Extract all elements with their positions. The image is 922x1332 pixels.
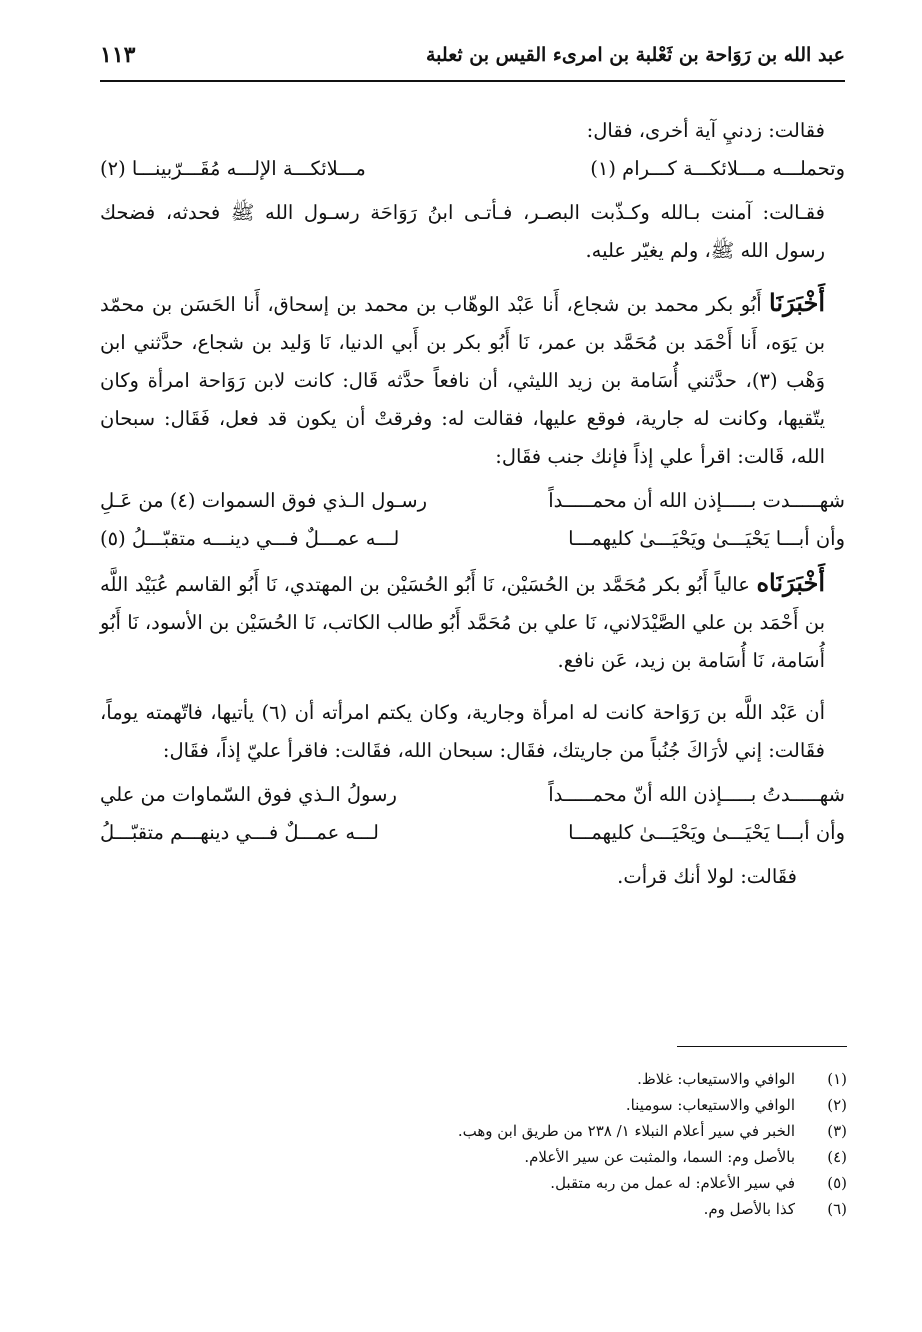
verse-line bbox=[100, 482, 845, 520]
paragraph: فقَالت: لولا أنك قرأت. bbox=[617, 865, 797, 888]
verse-hemistich-right: وأن أبـــا يَحْيَـــىٰ ويَحْيَـــىٰ كليهمـــا bbox=[568, 821, 845, 844]
page-number: ١١٣ bbox=[100, 42, 136, 68]
verse-hemistich-right: وتحملـــه مـــلائكـــة كـــرام (١) bbox=[590, 157, 845, 180]
verse-line bbox=[100, 150, 845, 188]
header-rule bbox=[100, 80, 845, 82]
footnote-number: (٣) bbox=[827, 1122, 847, 1140]
footnote bbox=[147, 1170, 847, 1196]
page-header bbox=[100, 40, 845, 80]
footnote bbox=[147, 1092, 847, 1118]
paragraph: فقالت: زدنيِ آية أخرى، فقال: bbox=[586, 119, 825, 142]
footnote-number: (٤) bbox=[827, 1148, 847, 1166]
paragraph-text: عالياً أَبُو بكر مُحَمَّد بن الحُسَيْن، نَا أَبُو الحُسَيْن بن المهتدي، نَا أَبُو القاسم عُبَيْد اللَّه بن أَحْمَد بن علي الصَّيْدَلاني، نَا علي بن مُحَمَّد أَبُو طالب الكاتب، نَا الحُسَيْن بن الأسود، نَا أَبُو أُسَامة، نَا أُسَامة بن زيد، عَن نافع. bbox=[100, 573, 825, 672]
paragraph-lead-word: أَخْبَرَنَا bbox=[769, 288, 825, 317]
footnote-text: بالأصل وم: السما، والمثبت عن سير الأعلام. bbox=[524, 1148, 795, 1166]
verse-hemistich-left: رسـول الـذي فوق السموات (٤) من عَـلِ bbox=[100, 489, 427, 512]
footnote-text: الخبر في سير أعلام النبلاء ١/ ٢٣٨ من طريق ابن وهب. bbox=[457, 1122, 795, 1140]
verse-hemistich-left: مـــلائكـــة الإلـــه مُقَـــرّبينـــا (٢) bbox=[100, 157, 366, 180]
running-title: عبد الله بن رَوَاحة بن ثَعْلبة بن امرىء القيس بن ثعلبة bbox=[425, 44, 845, 66]
verse-hemistich-right: شهـــــدتُ بـــــإذن الله أنّ محمـــــداً bbox=[548, 783, 845, 806]
footnote-text: الوافي والاستيعاب: سومينا. bbox=[625, 1096, 795, 1114]
verse-hemistich-left: لـــه عمـــلٌ فـــي دينهـــم متقبّـــلُ bbox=[100, 821, 379, 844]
footnote bbox=[147, 1196, 847, 1222]
verse-hemistich-left: لـــه عمـــلٌ فـــي دينـــه متقبّـــلُ (٥) bbox=[100, 527, 400, 550]
footnote-number: (٢) bbox=[827, 1096, 847, 1114]
paragraph: فقـالت: آمنت بـالله وكـذّبت البصـر، فـأتـى ابنُ رَوَاحَة رسـول الله ﷺ فحدثه، فضحك رسول الله ﷺ، ولم يغيّر عليه. bbox=[100, 201, 825, 262]
footnotes bbox=[147, 1066, 847, 1222]
footnote-number: (٥) bbox=[827, 1174, 847, 1192]
footnote-rule bbox=[677, 1046, 847, 1047]
footnote-number: (٦) bbox=[827, 1200, 847, 1218]
footnote bbox=[147, 1144, 847, 1170]
verse-hemistich-right: شهـــــدت بـــــإذن الله أن محمـــــداً bbox=[548, 489, 845, 512]
paragraph: أن عَبْد اللَّه بن رَوَاحة كانت له امرأة وجارية، وكان يكتم امرأته أن (٦) يأتيها، فاتّهمته يوماً، فقَالت: إني لأرَاكَ جُنُباً من جاريتك، فقَال: سبحان الله، فقَالت: فاقرأ عليّ إذاً، فقَال: bbox=[100, 701, 825, 762]
footnote-text: في سير الأعلام: له عمل من ربه متقبل. bbox=[550, 1174, 795, 1192]
paragraph bbox=[100, 284, 845, 476]
verse-line bbox=[100, 776, 845, 814]
footnote-text: الوافي والاستيعاب: غلاظ. bbox=[637, 1070, 795, 1088]
paragraph-lead-word: أَخْبَرَنَاه bbox=[756, 568, 825, 597]
footnote-number: (١) bbox=[827, 1070, 847, 1088]
main-text bbox=[100, 112, 845, 896]
paragraph-text: أَبُو بكر محمد بن شجاع، أَنا عَبْد الوهّاب بن محمد بن إسحاق، أَنا الحَسَن بن محمّد بن يَوَه، أَنا أَحْمَد بن مُحَمَّد بن عمر، نَا أَبُو بكر بن أَبي الدنيا، نَا وَليد بن شجاع، حدَّثني ابن وَهْب (٣)، حدَّثني أُسَامة بن زيد الليثي، أن نافعاً حدَّثه قَال: كانت لابن رَوَاحة امرأة وكان يتّقيها، وكانت له جارية، فوقع عليها، فقالت له: وفرقتْ أن يكون قد فعل، فَقَال: سبحان الله، قَالت: اقرأ علي إذاً فإنك جنب فقَال: bbox=[100, 293, 825, 468]
verse-hemistich-left: رسولُ الـذي فوق السّماوات من علي bbox=[100, 783, 397, 806]
paragraph bbox=[100, 564, 845, 680]
verse-line bbox=[100, 814, 845, 852]
verse-hemistich-right: وأن أبـــا يَحْيَـــىٰ ويَحْيَـــىٰ كليهمـــا bbox=[568, 527, 845, 550]
verse-line bbox=[100, 520, 845, 558]
footnote-text: كذا بالأصل وم. bbox=[703, 1200, 795, 1218]
footnote bbox=[147, 1118, 847, 1144]
footnote bbox=[147, 1066, 847, 1092]
